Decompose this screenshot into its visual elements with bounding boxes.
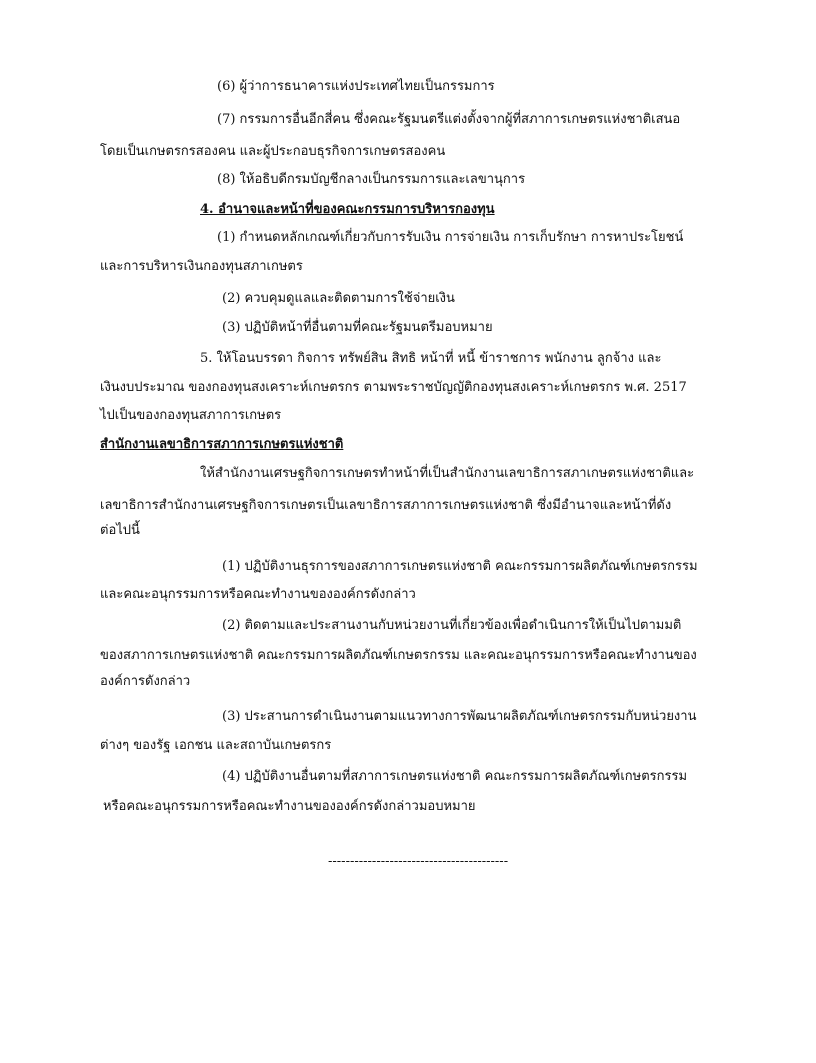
- text-line: ของสภาการเกษตรแห่งชาติ คณะกรรมการผลิตภัณฑ์เกษตรกรรม และคณะอนุกรรมการหรือคณะทำงานของ: [100, 648, 697, 663]
- section-heading-text: 4. อำนาจและหน้าที่ของคณะกรรมการบริหารกองทุน: [200, 202, 495, 217]
- text-line: (3) ประสานการดำเนินงานตามแนวทางการพัฒนาผลิตภัณฑ์เกษตรกรรมกับหน่วยงาน: [222, 709, 697, 724]
- text-line: (3) ปฏิบัติหน้าที่อื่นตามที่คณะรัฐมนตรีมอบหมาย: [222, 320, 493, 335]
- text-line: (7) กรรมการอื่นอีกสี่คน ซึ่งคณะรัฐมนตรีแต่งตั้งจากผู้ที่สภาการเกษตรแห่งชาติเสนอ: [217, 112, 681, 127]
- text-line: เงินงบประมาณ ของกองทุนสงเคราะห์เกษตรกร ตามพระราชบัญญัติกองทุนสงเคราะห์เกษตรกร พ.ศ. 2517: [100, 380, 687, 395]
- text-line: และคณะอนุกรรมการหรือคณะทำงานขององค์กรดังกล่าว: [100, 587, 416, 602]
- text-line: องค์การดังกล่าว: [100, 674, 191, 689]
- text-line: ต่างๆ ของรัฐ เอกชน และสถาบันเกษตรกร: [100, 738, 332, 753]
- text-line: ให้สำนักงานเศรษฐกิจการเกษตรทำหน้าที่เป็นสำนักงานเลขาธิการสภาเกษตรแห่งชาติและ: [200, 466, 695, 481]
- text-line: (4) ปฏิบัติงานอื่นตามที่สภาการเกษตรแห่งชาติ คณะกรรมการผลิตภัณฑ์เกษตรกรรม: [222, 769, 688, 784]
- end-divider: -----------------------------------------: [328, 854, 509, 869]
- section-heading: [200, 201, 495, 219]
- text-line: (8) ให้อธิบดีกรมบัญชีกลางเป็นกรรมการและเลขานุการ: [217, 172, 526, 187]
- text-line: (6) ผู้ว่าการธนาคารแห่งประเทศไทยเป็นกรรมการ: [217, 79, 495, 94]
- text-line: และการบริหารเงินกองทุนสภาเกษตร: [100, 259, 303, 274]
- text-line: (1) กำหนดหลักเกณฑ์เกี่ยวกับการรับเงิน การจ่ายเงิน การเก็บรักษา การหาประโยชน์: [217, 230, 684, 245]
- text-line: ต่อไปนี้: [100, 523, 140, 538]
- text-line: โดยเป็นเกษตรกรสองคน และผู้ประกอบธุรกิจการเกษตรสองคน: [100, 144, 446, 159]
- text-line: (2) ควบคุมดูแลและติดตามการใช้จ่ายเงิน: [222, 291, 455, 306]
- text-line: หรือคณะอนุกรรมการหรือคณะทำงานขององค์กรดังกล่าวมอบหมาย: [103, 799, 476, 814]
- text-line: (2) ติดตามและประสานงานกับหน่วยงานที่เกี่ยวข้องเพื่อดำเนินการให้เป็นไปตามมติ: [222, 618, 682, 633]
- section-title: สำนักงานเลขาธิการสภาการเกษตรแห่งชาติ: [100, 437, 344, 452]
- text-line: (1) ปฏิบัติงานธุรการของสภาการเกษตรแห่งชาติ คณะกรรมการผลิตภัณฑ์เกษตรกรรม: [222, 559, 698, 574]
- text-line: ไปเป็นของกองทุนสภาการเกษตร: [100, 408, 282, 423]
- text-line: 5. ให้โอนบรรดา กิจการ ทรัพย์สิน สิทธิ หน้าที่ หนี้ ข้าราชการ พนักงาน ลูกจ้าง และ: [200, 351, 662, 366]
- text-line: เลขาธิการสำนักงานเศรษฐกิจการเกษตรเป็นเลขาธิการสภาการเกษตรแห่งชาติ ซึ่งมีอำนาจและหน้าที่ดัง: [100, 498, 672, 513]
